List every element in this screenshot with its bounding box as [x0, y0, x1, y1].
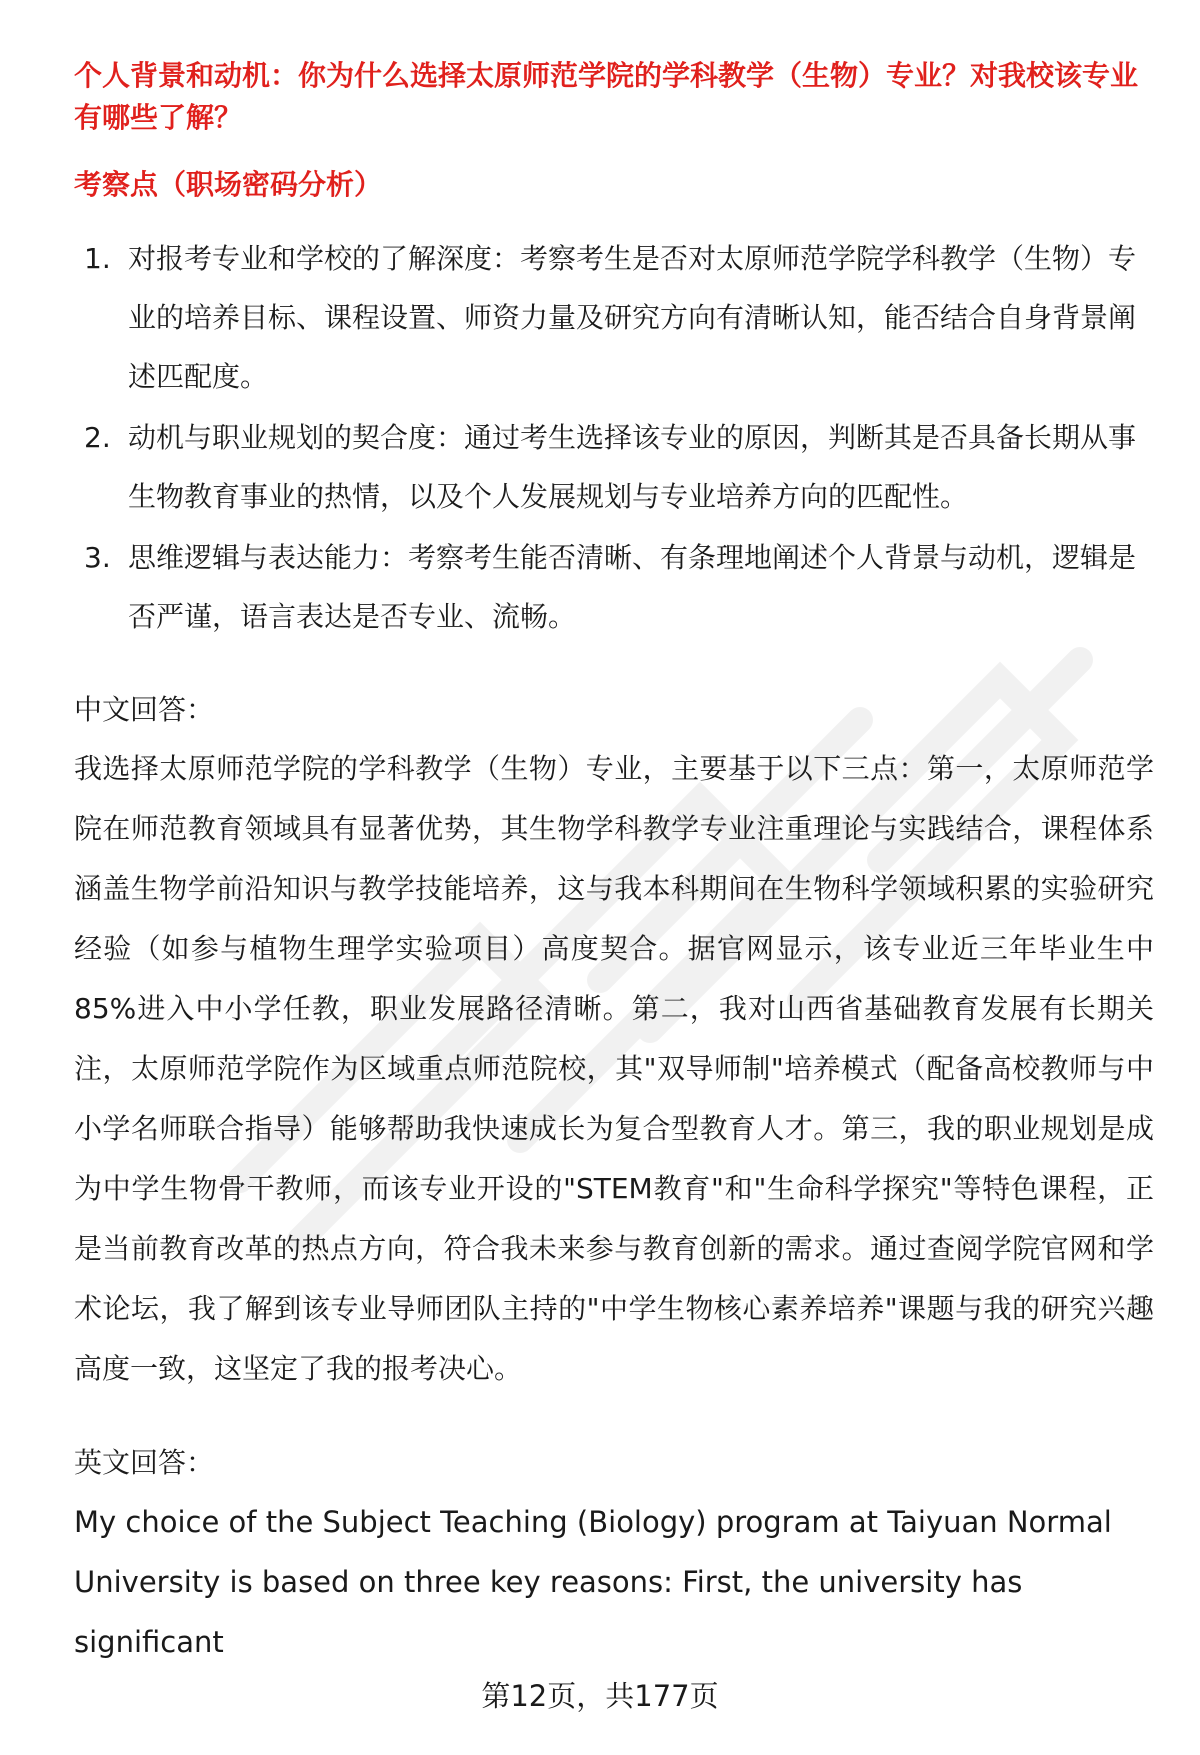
list-item [74, 229, 1154, 406]
page-number: 第12页，共177页 [481, 1679, 719, 1713]
document-page [74, 55, 1154, 1672]
list-number: 3. [84, 541, 111, 574]
chinese-answer-label: 中文回答： [74, 693, 215, 726]
english-answer-label: 英文回答： [74, 1446, 215, 1479]
list-number: 1. [84, 242, 111, 275]
assessment-title: 考察点（职场密码分析） [74, 168, 383, 201]
list-item-text: 对报考专业和学校的了解深度：考察考生是否对太原师范学院学科教学（生物）专业的培养目标、课程设置、师资力量及研究方向有清晰认知，能否结合自身背景阐述匹配度。 [128, 242, 1137, 393]
list-item-text: 思维逻辑与表达能力：考察考生能否清晰、有条理地阐述个人背景与动机，逻辑是否严谨，语言表达是否专业、流畅。 [128, 541, 1137, 633]
english-answer-text: My choice of the Subject Teaching (Biology) program at Taiyuan Normal University is based on three key reasons: First, the university has significant [74, 1505, 1112, 1659]
list-item-text: 动机与职业规划的契合度：通过考生选择该专业的原因，判断其是否具备长期从事生物教育事业的热情，以及个人发展规划与专业培养方向的匹配性。 [128, 421, 1137, 513]
list-item [74, 528, 1154, 646]
list-item [74, 408, 1154, 526]
list-number: 2. [84, 421, 111, 454]
assessment-points [74, 229, 1154, 646]
chinese-answer-text: 我选择太原师范学院的学科教学（生物）专业，主要基于以下三点：第一，太原师范学院在师范教育领域具有显著优势，其生物学科教学专业注重理论与实践结合，课程体系涵盖生物学前沿知识与教学技能培养，这与我本科期间在生物科学领域积累的实验研究经验（如参与植物生理学实验项目）高度契合。据官网显示，该专业近三年毕业生中85%进入中小学任教，职业发展路径清晰。第二，我对山西省基础教育发展有长期关注，太原师范学院作为区域重点师范院校，其"双导师制"培养模式（配备高校教师与中小学名师联合指导）能够帮助我快速成长为复合型教育人才。第三，我的职业规划是成为中学生物骨干教师，而该专业开设的"STEM教育"和"生命科学探究"等特色课程，正是当前教育改革的热点方向，符合我未来参与教育创新的需求。通过查阅学院官网和学术论坛，我了解到该专业导师团队主持的"中学生物核心素养培养"课题与我的研究兴趣高度一致，这坚定了我的报考决心。 [74, 752, 1154, 1385]
question-heading: 个人背景和动机：你为什么选择太原师范学院的学科教学（生物）专业？对我校该专业有哪些了解？ [74, 59, 1139, 134]
